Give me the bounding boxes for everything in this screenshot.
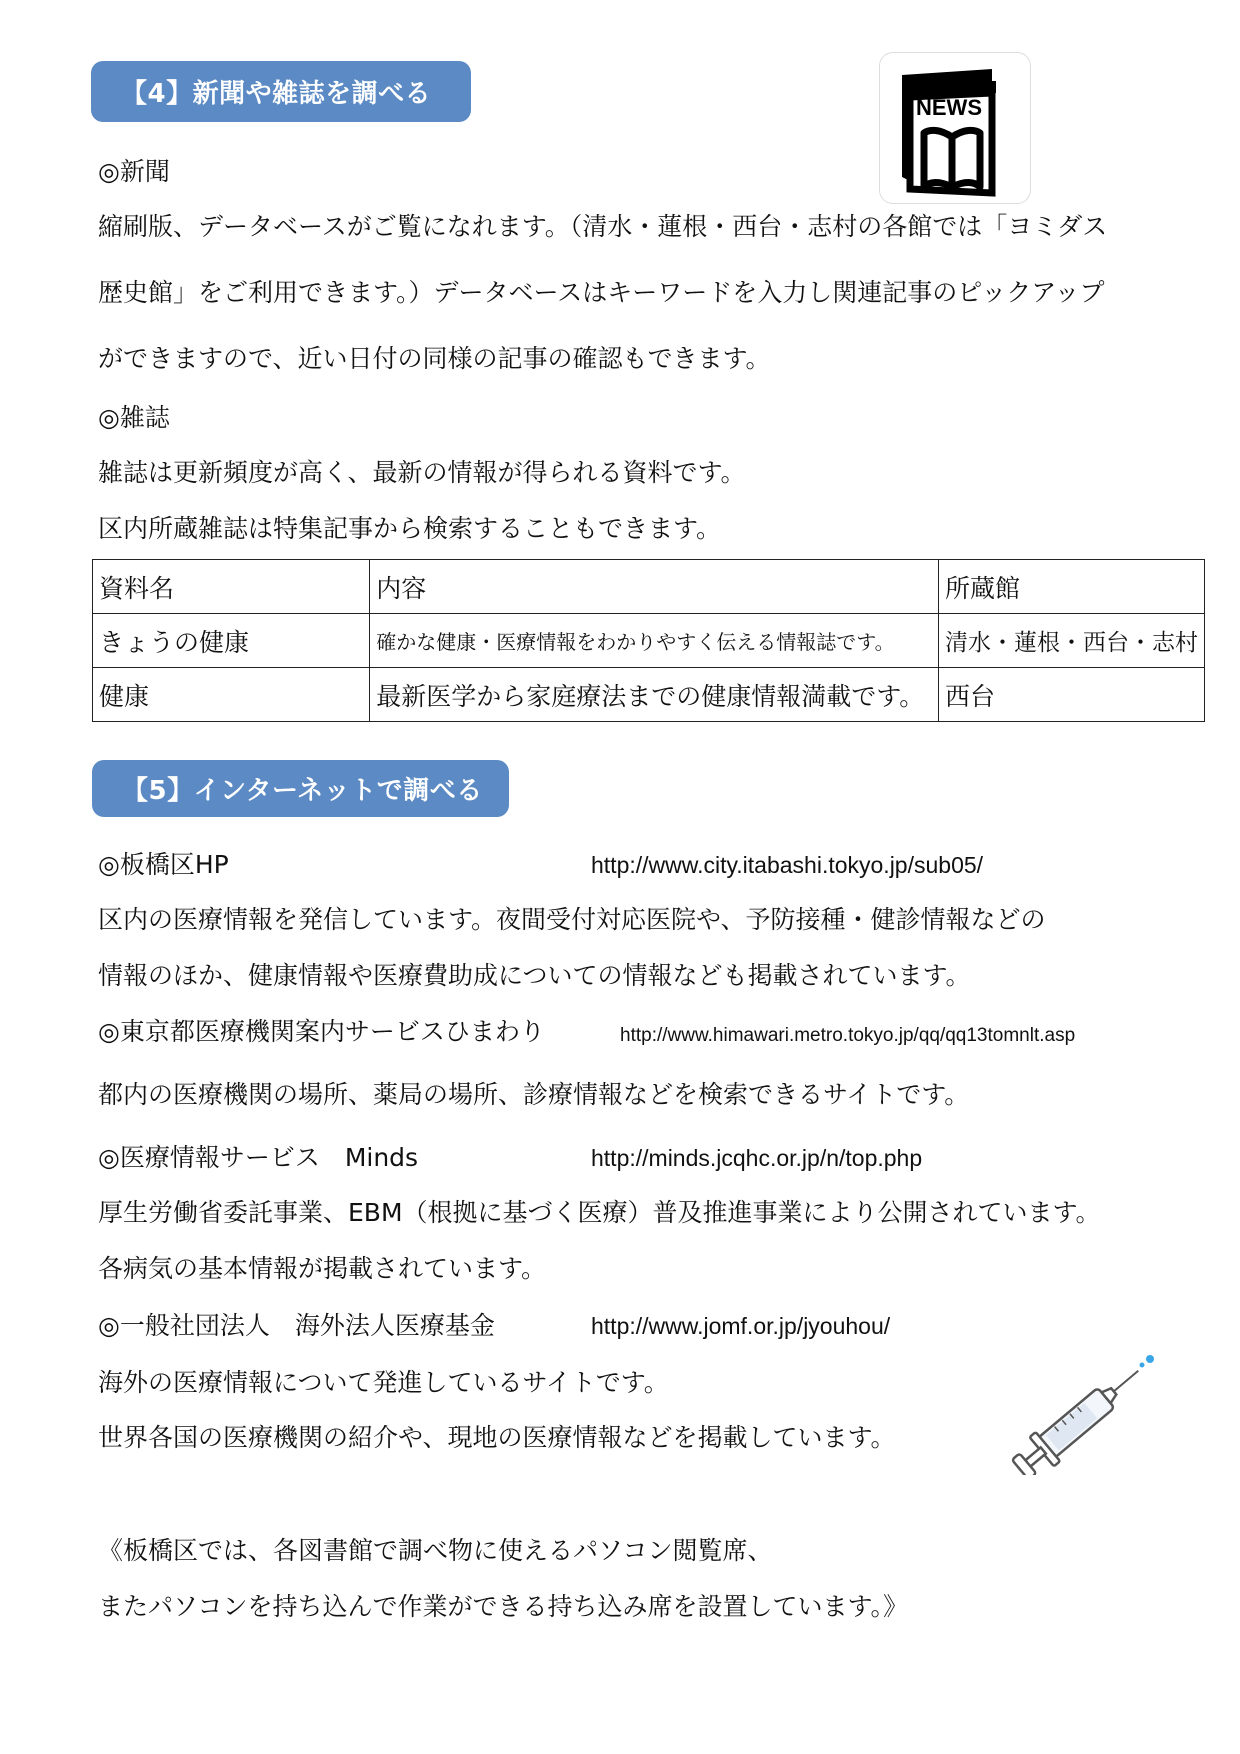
table-header-row: [93, 560, 1205, 614]
section4-title: 【4】新聞や雑誌を調べる: [91, 61, 471, 122]
url-itabashi[interactable]: http://www.city.itabashi.tokyo.jp/sub05/: [591, 852, 984, 878]
table-row: [93, 668, 1205, 722]
table-row: [93, 614, 1205, 668]
table-header: 内容: [370, 560, 939, 614]
link-heading-itabashi: ◎板橋区HP: [98, 850, 229, 879]
link-heading-jomf: ◎一般社団法人 海外法人医療基金: [98, 1311, 495, 1340]
jomf-text-2: 世界各国の医療機関の紹介や、現地の医療情報などを掲載しています。: [98, 1423, 896, 1452]
footer-line-1: 《板橋区では、各図書館で調べ物に使えるパソコン閲覧席、: [98, 1536, 773, 1565]
url-jomf[interactable]: http://www.jomf.or.jp/jyouhou/: [591, 1313, 891, 1339]
link-heading-minds: ◎医療情報サービス Minds: [98, 1143, 419, 1172]
url-minds[interactable]: http://minds.jcqhc.or.jp/n/top.php: [591, 1145, 923, 1171]
url-himawari[interactable]: http://www.himawari.metro.tokyo.jp/qq/qq13tomnlt.asp: [620, 1025, 1076, 1046]
table-cell: 西台: [939, 668, 1205, 722]
section5-title: 【5】インターネットで調べる: [92, 760, 509, 817]
magazine-heading: ◎雑誌: [98, 403, 170, 432]
footer-line-2: またパソコンを持ち込んで作業ができる持ち込み席を設置しています。》: [98, 1592, 909, 1621]
itabashi-text-1: 区内の医療情報を発信しています。夜間受付対応医院や、予防接種・健診情報などの: [98, 905, 1046, 934]
himawari-text-1: 都内の医療機関の場所、薬局の場所、診療情報などを検索できるサイトです。: [98, 1080, 970, 1109]
news-label: NEWS: [916, 95, 982, 120]
newspaper-text-2: 歴史館」をご利用できます。）データベースはキーワードを入力し関連記事のピックアップ: [98, 278, 1105, 307]
table-header: 所蔵館: [939, 560, 1205, 614]
minds-text-1: 厚生労働省委託事業、EBM（根拠に基づく医療）普及推進事業により公開されています。: [98, 1198, 1101, 1227]
table-cell: 確かな健康・医療情報をわかりやすく伝える情報誌です。: [370, 614, 939, 668]
table-cell: きょうの健康: [93, 614, 370, 668]
table-cell: 最新医学から家庭療法までの健康情報満載です。: [370, 668, 939, 722]
link-heading-himawari: ◎東京都医療機関案内サービスひまわり: [98, 1017, 545, 1046]
newspaper-text-3: ができますので、近い日付の同様の記事の確認もできます。: [98, 344, 771, 373]
table-cell: 清水・蓮根・西台・志村: [939, 614, 1205, 668]
syringe-icon: [1004, 1345, 1164, 1475]
magazine-text-1: 雑誌は更新頻度が高く、最新の情報が得られる資料です。: [98, 458, 746, 487]
magazine-text-2: 区内所蔵雑誌は特集記事から検索することもできます。: [98, 514, 722, 543]
minds-text-2: 各病気の基本情報が掲載されています。: [98, 1254, 547, 1283]
jomf-text-1: 海外の医療情報について発進しているサイトです。: [98, 1368, 669, 1397]
newspaper-heading: ◎新聞: [98, 157, 170, 186]
newspaper-text-1: 縮刷版、データベースがご覧になれます。（清水・蓮根・西台・志村の各館では「ヨミダス: [98, 212, 1108, 241]
itabashi-text-2: 情報のほか、健康情報や医療費助成についての情報なども掲載されています。: [98, 961, 971, 990]
table-cell: 健康: [93, 668, 370, 722]
news-icon: [879, 52, 1031, 204]
magazine-table: [92, 559, 1205, 722]
table-header: 資料名: [93, 560, 370, 614]
